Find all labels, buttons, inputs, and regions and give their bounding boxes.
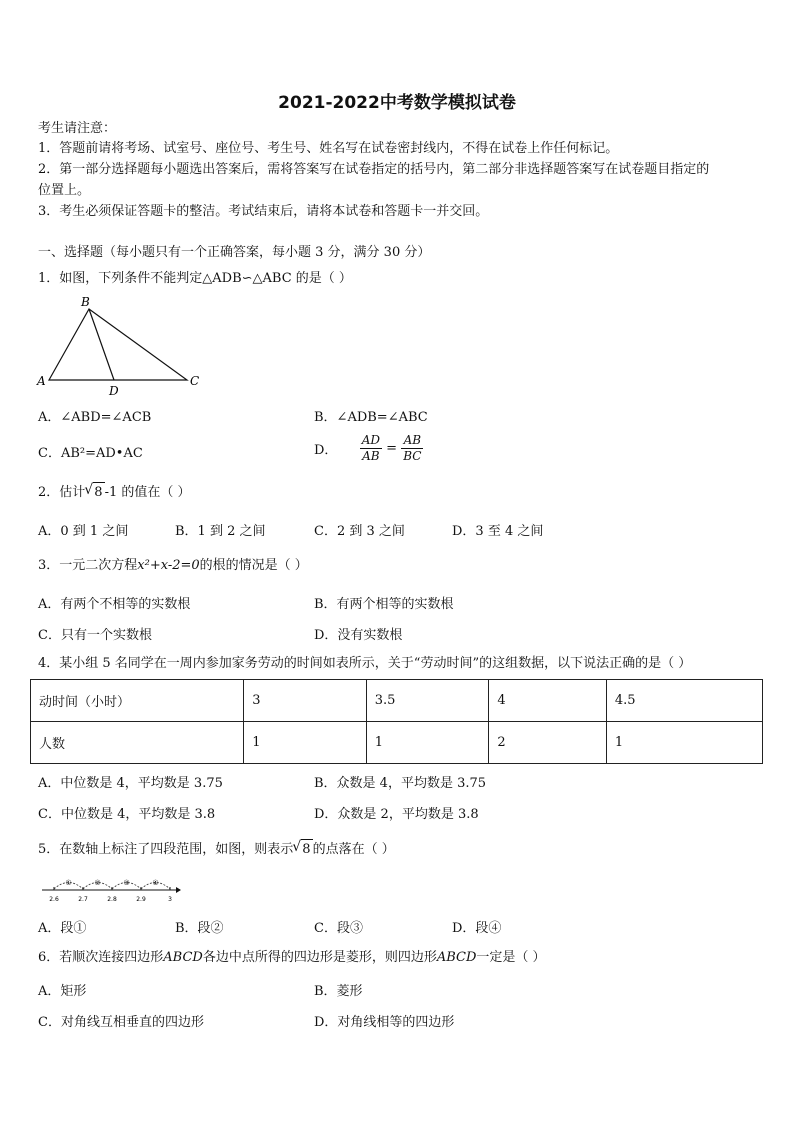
table-cell: 4 [489, 680, 607, 722]
segment-label: ③ [123, 879, 130, 887]
q1-option-d-prefix: D． [314, 443, 338, 458]
table-cell: 人数 [31, 722, 244, 764]
q3-stem [38, 556, 308, 576]
sqrt-8: √ 8 [301, 839, 312, 860]
page-title: 2021-2022中考数学模拟试卷 [278, 93, 516, 113]
q6-option-b: B．菱形 [314, 984, 363, 999]
q5-stem-suffix: 的点落在（ ） [312, 842, 395, 857]
q4-option-a: A．中位数是 4，平均数是 3.75 [38, 776, 223, 791]
q1-triangle-figure [34, 294, 204, 398]
table-row [31, 722, 763, 764]
vertex-label-b: B [81, 295, 90, 309]
q5-option-d: D．段④ [452, 921, 502, 936]
q2-option-c: C．2 到 3 之间 [314, 524, 405, 539]
fraction-ad-ab [360, 433, 382, 464]
q5-option-c: C．段③ [314, 921, 363, 936]
q4-option-b: B．众数是 4，平均数是 3.75 [314, 776, 487, 791]
q5-number-line-figure [40, 870, 182, 908]
q3-option-a: A．有两个不相等的实数根 [38, 597, 191, 612]
fraction-numerator: AD [361, 433, 381, 447]
notice-item-1: 1．答题前请将考场、试室号、座位号、考生号、姓名写在试卷密封线内，不得在试卷上作任何标记。 [38, 141, 619, 156]
notice-heading: 考生请注意： [38, 121, 117, 136]
triangle-abc [49, 309, 187, 380]
arrow-icon [176, 887, 181, 893]
q4-option-c: C．中位数是 4，平均数是 3.8 [38, 807, 216, 822]
q4-stem: 4．某小组 5 名同学在一周内参加家务劳动的时间如表所示，关于“劳动时间”的这组数据，以下说法正确的是（ ） [38, 656, 692, 671]
q2-stem-prefix: 2．估计 [38, 485, 86, 500]
q5-option-b: B．段② [175, 921, 224, 936]
vertex-label-a: A [37, 374, 46, 388]
q1-option-b: B．∠ADB=∠ABC [314, 410, 428, 425]
q3-option-b: B．有两个相等的实数根 [314, 597, 454, 612]
q3-option-d: D．没有实数根 [314, 628, 403, 643]
axis-tick-label: 3 [168, 896, 172, 903]
notice-item-2: 2．第一部分选择题每小题选出答案后，需将答案写在试卷指定的括号内，第二部分非选择题答案写在试卷题目指定的 [38, 162, 710, 177]
fraction-numerator: AB [401, 433, 423, 449]
table-cell: 3.5 [366, 680, 489, 722]
q5-stem-prefix: 5．在数轴上标注了四段范围，如图，则表示 [38, 842, 294, 857]
q2-option-b: B．1 到 2 之间 [175, 524, 266, 539]
table-cell: 1 [244, 722, 366, 764]
q5-option-a: A．段① [38, 921, 87, 936]
q6-quad-name: ABCD [163, 950, 203, 965]
q6-stem [38, 948, 546, 968]
axis-tick-label: 2.6 [49, 896, 59, 903]
table-cell: 1 [366, 722, 489, 764]
fraction-denominator: AB [362, 449, 380, 463]
section-heading: 一、选择题（每小题只有一个正确答案，每小题 3 分，满分 30 分） [38, 245, 431, 260]
q2-option-a: A．0 到 1 之间 [38, 524, 129, 539]
q1-option-c: C．AB²=AD•AC [38, 446, 143, 461]
segment-bd [89, 309, 114, 380]
table-cell: 动时间（小时） [31, 680, 244, 722]
table-cell: 4.5 [606, 680, 762, 722]
q2-stem [38, 482, 191, 503]
notice-item-2-cont: 位置上。 [38, 183, 91, 198]
q6-option-a: A．矩形 [38, 984, 87, 999]
table-cell: 3 [244, 680, 366, 722]
table-row [31, 680, 763, 722]
q6-stem-prefix: 6．若顺次连接四边形 [38, 950, 164, 965]
q3-option-c: C．只有一个实数根 [38, 628, 152, 643]
q4-option-d: D．众数是 2，平均数是 3.8 [314, 807, 479, 822]
q6-quad-name: ABCD [436, 950, 477, 965]
axis-tick-label: 2.9 [136, 896, 146, 903]
segment-label: ② [94, 879, 101, 887]
q6-stem-suffix: 一定是（ ） [476, 950, 546, 965]
q1-option-a: A．∠ABD=∠ACB [38, 410, 152, 425]
q5-stem [38, 839, 395, 860]
q4-data-table [30, 679, 763, 764]
vertex-label-d: D [109, 384, 119, 398]
q1-stem: 1．如图，下列条件不能判定△ADB∽△ABC 的是（ ） [38, 271, 352, 286]
fraction-ab-bc [401, 433, 423, 464]
q1-option-d [314, 433, 423, 464]
segment-label: ① [65, 879, 72, 887]
axis-ticks [49, 887, 172, 903]
q3-stem-suffix: 的根的情况是（ ） [199, 558, 308, 573]
axis-tick-label: 2.7 [78, 896, 88, 903]
q2-option-d: D．3 至 4 之间 [452, 524, 544, 539]
vertex-label-c: C [190, 374, 200, 388]
table-cell: 2 [489, 722, 607, 764]
q3-stem-prefix: 3．一元二次方程 [38, 558, 138, 573]
segment-label: ④ [152, 879, 159, 887]
table-cell: 1 [606, 722, 762, 764]
q6-option-d: D．对角线相等的四边形 [314, 1015, 455, 1030]
q6-option-c: C．对角线互相垂直的四边形 [38, 1015, 204, 1030]
fraction-denominator: BC [403, 449, 422, 463]
sqrt-8: √ 8 [93, 482, 104, 503]
equals-sign: = [386, 441, 398, 456]
q3-equation: x²+x-2=0 [137, 558, 200, 573]
q2-stem-suffix: -1 的值在（ ） [104, 485, 191, 500]
notice-item-3: 3．考生必须保证答题卡的整洁。考试结束后，请将本试卷和答题卡一并交回。 [38, 204, 489, 219]
axis-tick-label: 2.8 [107, 896, 117, 903]
q6-stem-mid: 各边中点所得的四边形是菱形，则四边形 [202, 950, 437, 965]
